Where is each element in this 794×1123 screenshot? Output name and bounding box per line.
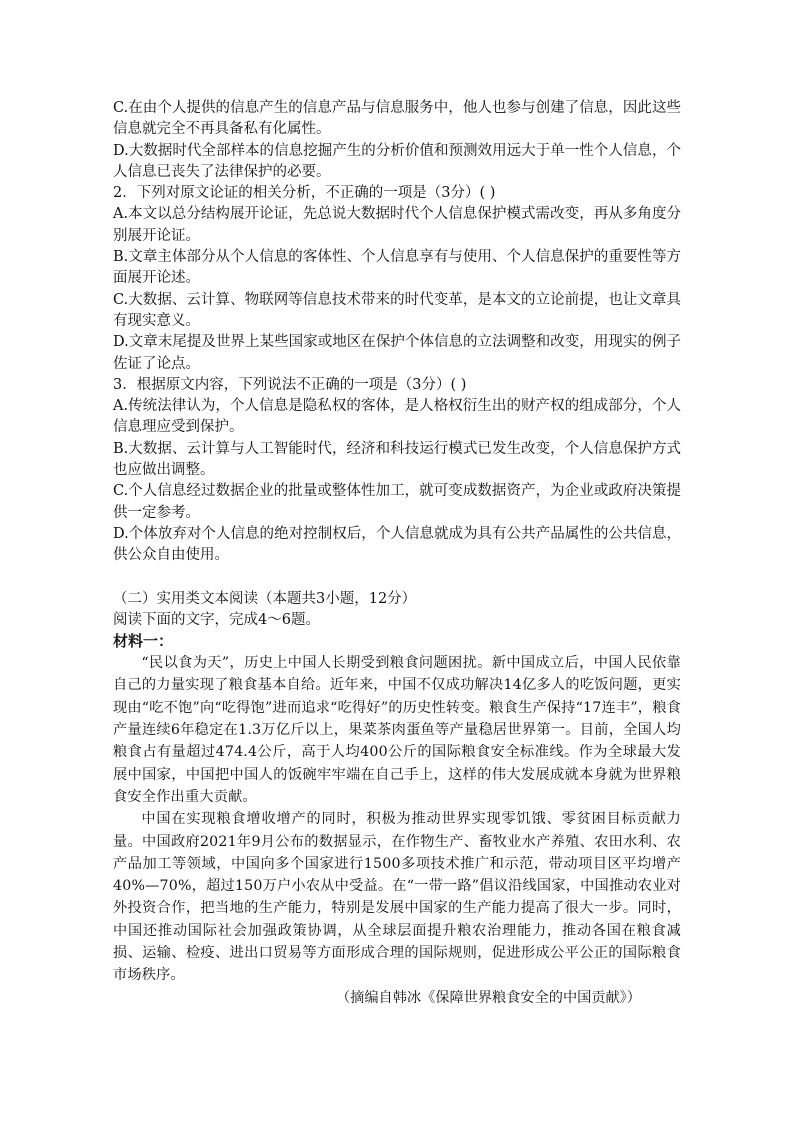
material-1-paragraph-1: “民以食为天”，历史上中国人长期受到粮食问题困扰。新中国成立后，中国人民依靠自己的力量实现了粮食基本自给。近年来，中国不仅成功解决14亿多人的吃饭问题，更实现由“吃不饱”向“吃得饱”进而追求“吃得好”的历史性转变。粮食生产保持“17连丰”，粮食产量连续6年稳定在1.3万亿斤以上，果菜茶肉蛋鱼等产量稳居世界第一。目前，全国人均粮食占有量超过474.4公斤，高于人均400公斤的国际粮食安全标准线。作为全球最大发展中国家，中国把中国人的饭碗牢牢端在自己手上，这样的伟大发展成就本身就为世界粮食安全作出重大贡献。	[113, 655, 681, 805]
exam-page	[113, 98, 681, 1009]
section-2-header	[113, 589, 681, 632]
question-1-remaining-options	[113, 98, 681, 183]
section-spacer	[113, 567, 681, 589]
q3-option-c: C.个人信息经过数据企业的批量或整体性加工，就可变成数据资产，为企业或政府决策提供一定参考。	[113, 483, 681, 521]
q3-option-d: D.个体放弃对个人信息的绝对控制权后，个人信息就成为具有公共产品属性的公共信息，供公众自由使用。	[113, 525, 681, 564]
question-2	[113, 183, 681, 375]
material-1-source: （摘编自韩冰《保障世界粮食安全的中国贡献》）	[335, 989, 641, 1006]
q2-option-b: B.文章主体部分从个人信息的客体性、个人信息享有与使用、个人信息保护的重要性等方面展开论述。	[113, 249, 681, 287]
q1-option-c: C.在由个人提供的信息产生的信息产品与信息服务中，他人也参与创建了信息，因此这些信息就完全不再具备私有化属性。	[113, 100, 681, 138]
material-1	[113, 631, 681, 1008]
q1-option-d: D.大数据时代全部样本的信息挖掘产生的分析价值和预测效用远大于单一性个人信息，个人信息已丧失了法律保护的必要。	[113, 142, 681, 180]
q2-stem: 2．下列对原文论证的相关分析，不正确的一项是（3分）( )	[113, 185, 496, 202]
q3-stem: 3．根据原文内容，下列说法不正确的一项是（3分）( )	[113, 376, 467, 393]
q3-option-a: A.传统法律认为，个人信息是隐私权的客体，是人格权衍生出的财产权的组成部分，个人信息理应受到保护。	[113, 398, 681, 436]
q2-option-d: D.文章末尾提及世界上某些国家或地区在保护个体信息的立法调整和改变，用现实的例子佐证了论点。	[113, 334, 681, 372]
q2-option-c: C.大数据、云计算、物联网等信息技术带来的时代变革，是本文的立论前提，也让文章具有现实意义。	[113, 291, 681, 329]
material-1-paragraph-2: 中国在实现粮食增收增产的同时，积极为推动世界实现零饥饿、零贫困目标贡献力量。中国政府2021年9月公布的数据显示，在作物生产、畜牧业水产养殖、农田水利、农产品加工等领域，中国向多个国家进行1500多项技术推广和示范，带动项目区平均增产40%—70%，超过150万户小农从中受益。在“一带一路”倡议沿线国家，中国推动农业对外投资合作，把当地的生产能力，特别是发展中国家的生产能力提高了很大一步。同时，中国还推动国际社会加强政策协调，从全球层面提升粮农治理能力，推动各国在粮食减损、运输、检疫、进出口贸易等方面形成合理的国际规则，促进形成公平公正的国际粮食市场秩序。	[113, 811, 681, 984]
section-2-instruction: 阅读下面的文字，完成4～6题。	[113, 611, 320, 628]
material-1-title: 材料一：	[113, 632, 174, 651]
question-3	[113, 375, 681, 567]
section-2-heading: （二）实用类文本阅读（本题共3小题，12分）	[113, 590, 417, 607]
q2-option-a: A.本文以总分结构展开论证，先总说大数据时代个人信息保护模式需改变，再从多角度分别展开论证。	[113, 206, 681, 244]
q3-option-b: B.大数据、云计算与人工智能时代，经济和科技运行模式已发生改变，个人信息保护方式也应做出调整。	[113, 440, 681, 479]
